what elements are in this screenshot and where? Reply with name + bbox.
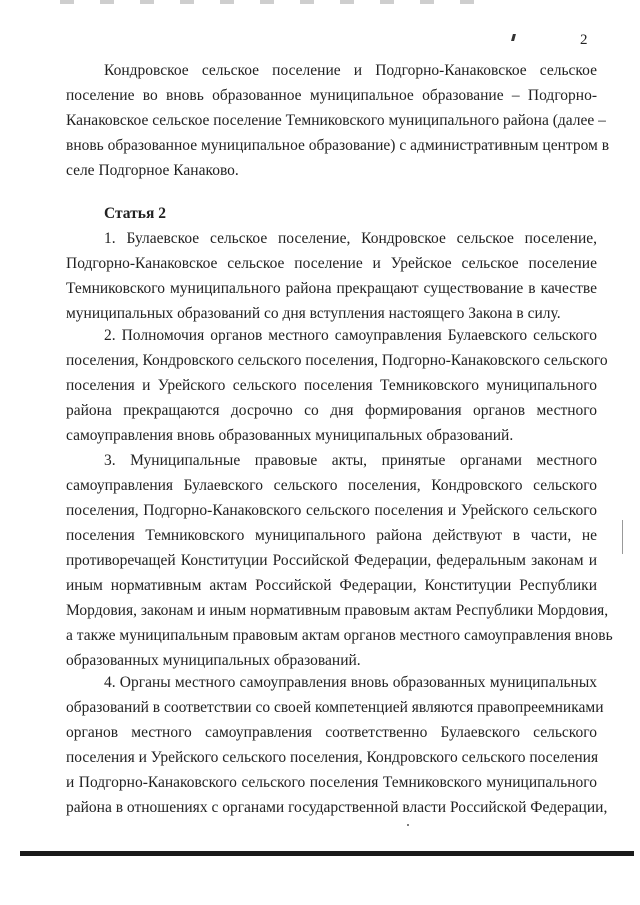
scan-artifact-top (60, 0, 480, 4)
paragraph-line: самоуправления Булаевского сельского поселения, Кондровского сельского (66, 477, 597, 494)
bottom-rule (20, 851, 634, 856)
paragraph-line: 4. Органы местного самоуправления вновь образованных муниципальных (104, 674, 597, 691)
article-item-4 (66, 670, 608, 820)
paragraph-line: органов местного самоуправления соответственно Булаевского сельского (66, 724, 597, 741)
scan-speck (407, 824, 409, 826)
paragraph-line: поселения, Кондровского сельского поселения, Подгорно-Канаковского сельского (66, 352, 608, 369)
paragraph-line: поселения Темниковского муниципального района действуют в части, не (66, 527, 597, 544)
paragraph-line: поселения и Урейского сельского поселения Темниковского муниципального (66, 377, 597, 394)
paragraph-line: образований в соответствии со своей компетенцией являются правопреемниками (66, 699, 604, 716)
paragraph-line: селе Подгорное Канаково. (66, 162, 239, 179)
paragraph-line: самоуправления вновь образованных муниципальных образований. (66, 427, 514, 444)
paragraph-line: поселения и Урейского сельского поселения, Кондровского сельского поселения (66, 749, 599, 766)
paragraph-line: района в отношениях с органами государственной власти Российской Федерации, (66, 799, 608, 816)
paragraph-line: вновь образованное муниципальное образование) с административным центром в (66, 137, 610, 154)
article-item-3 (66, 448, 613, 673)
article-item-2 (66, 323, 608, 448)
paragraph-line: Канаковское сельское поселение Темниковского муниципального района (далее – (66, 112, 606, 129)
paragraph-line: противоречащей Конституции Российской Федерации, федеральным законам и (66, 552, 597, 569)
paragraph-line: Подгорно-Канаковское сельское поселение и Урейское сельское поселение (66, 255, 597, 272)
page-number: 2 (580, 32, 588, 48)
paragraph-line: 1. Булаевское сельское поселение, Кондровское сельское поселение, (104, 230, 597, 247)
article-item-1 (66, 226, 597, 326)
paragraph-line: муниципальных образований со дня вступления настоящего Закона в силу. (66, 305, 561, 322)
article-heading: Статья 2 (104, 205, 166, 222)
scan-mark (511, 34, 516, 41)
paragraph-line: 2. Полномочия органов местного самоуправления Булаевского сельского (104, 327, 597, 344)
paragraph-line: и Подгорно-Канаковского сельского поселения Темниковского муниципального (66, 774, 597, 791)
paragraph-line: образованных муниципальных образований. (66, 652, 361, 669)
paragraph-line: Темниковского муниципального района прекращают существование в качестве (66, 280, 597, 297)
paragraph-line: поселения, Подгорно-Канаковского сельского поселения и Урейского сельского (66, 502, 597, 519)
paragraph-line: поселение во вновь образованное муниципальное образование – Подгорно- (66, 87, 597, 104)
paragraph-line: иным нормативным актам Российской Федерации, Конституции Республики (66, 577, 597, 594)
paragraph-line: 3. Муниципальные правовые акты, принятые органами местного (104, 452, 597, 469)
paragraph-line: а также муниципальным правовым актам органов местного самоуправления вновь (66, 627, 613, 644)
scan-margin-mark (622, 520, 623, 554)
paragraph-line: района прекращаются досрочно со дня формирования органов местного (66, 402, 597, 419)
paragraph-line: Кондровское сельское поселение и Подгорно-Канаковское сельское (104, 62, 597, 79)
intro-paragraph (66, 58, 610, 183)
paragraph-line: Мордовия, законам и иным нормативным правовым актам Республики Мордовия, (66, 602, 609, 619)
